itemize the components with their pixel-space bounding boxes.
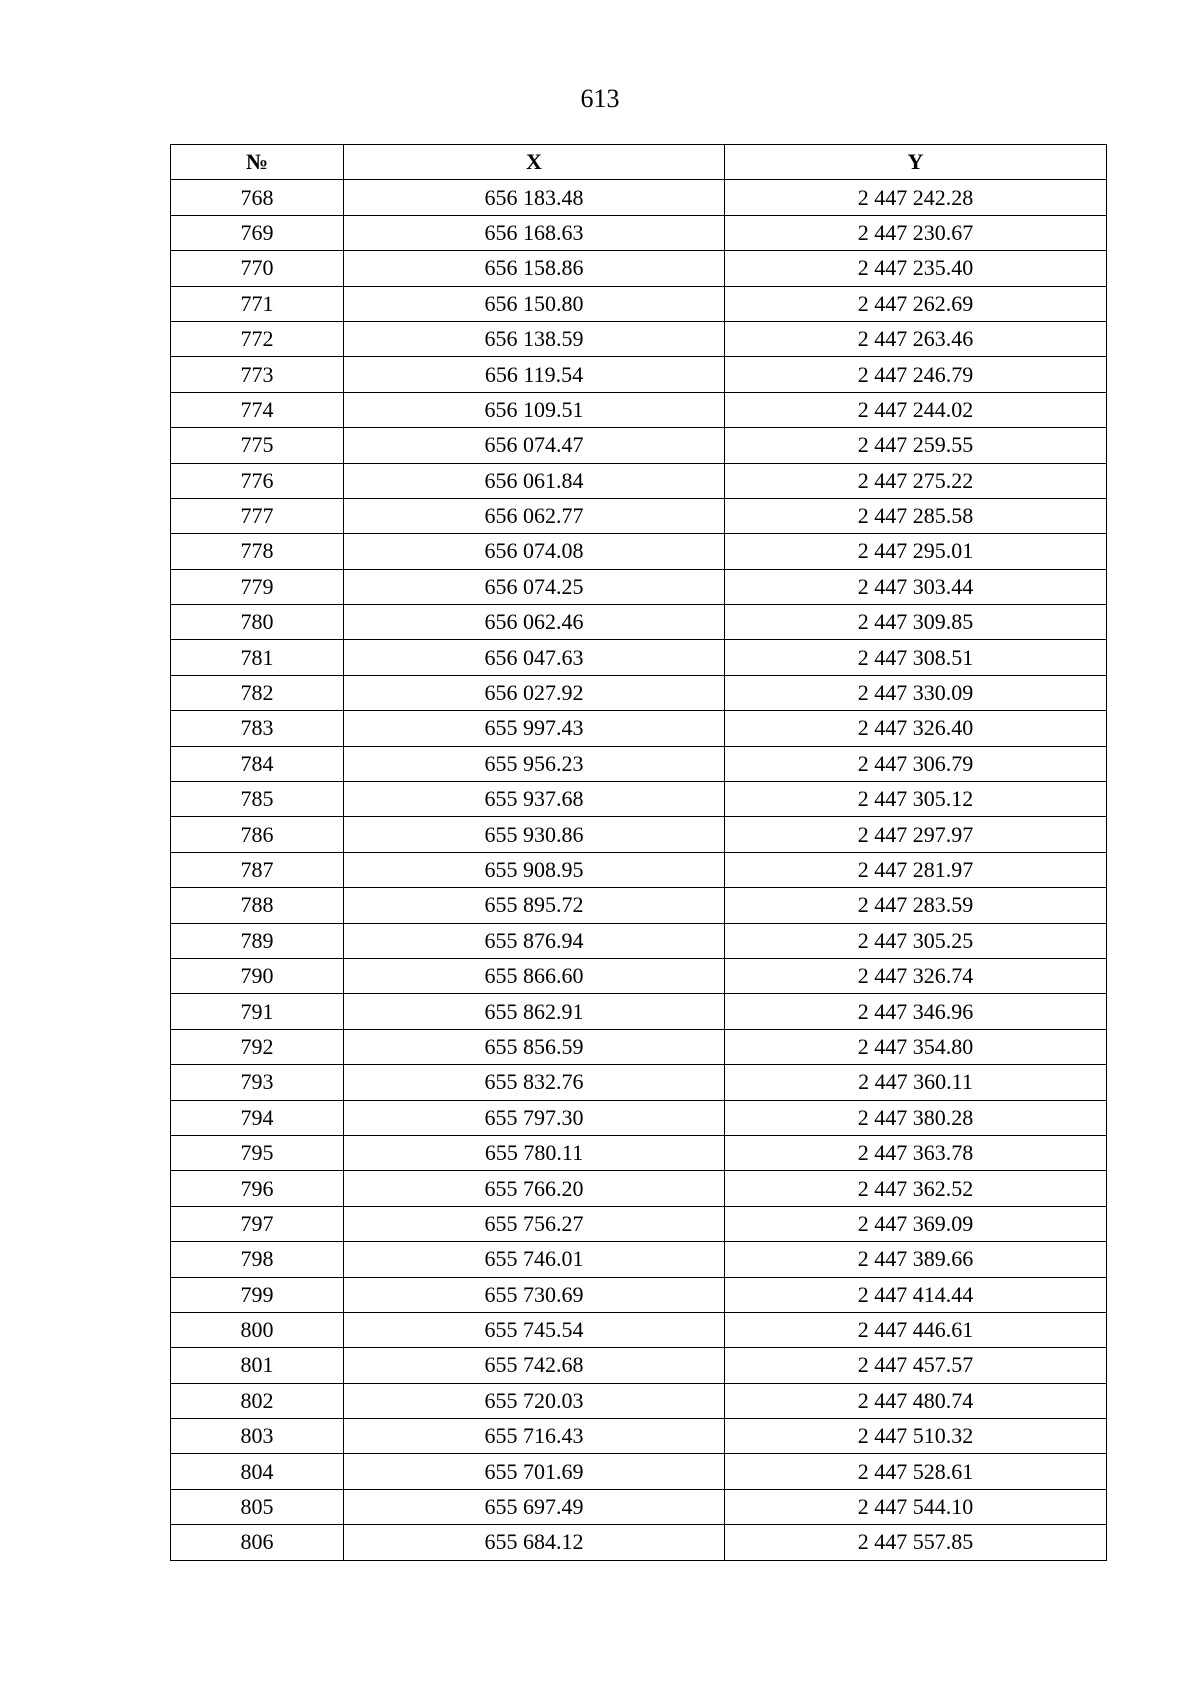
table-row: [171, 463, 1107, 498]
table-row: [171, 1525, 1107, 1560]
cell-x: 655 716.43: [344, 1419, 725, 1454]
table-row: [171, 1242, 1107, 1277]
cell-number: 804: [171, 1454, 344, 1489]
cell-y: 2 447 244.02: [725, 392, 1107, 427]
cell-y: 2 447 235.40: [725, 251, 1107, 286]
cell-x: 655 832.76: [344, 1065, 725, 1100]
cell-number: 781: [171, 640, 344, 675]
cell-x: 655 701.69: [344, 1454, 725, 1489]
cell-x: 656 062.46: [344, 605, 725, 640]
header-number: №: [171, 145, 344, 180]
header-x: X: [344, 145, 725, 180]
cell-y: 2 447 295.01: [725, 534, 1107, 569]
cell-y: 2 447 275.22: [725, 463, 1107, 498]
cell-y: 2 447 362.52: [725, 1171, 1107, 1206]
cell-x: 656 168.63: [344, 215, 725, 250]
cell-x: 656 150.80: [344, 286, 725, 321]
cell-number: 802: [171, 1383, 344, 1418]
cell-x: 655 746.01: [344, 1242, 725, 1277]
cell-y: 2 447 363.78: [725, 1135, 1107, 1170]
cell-x: 655 856.59: [344, 1029, 725, 1064]
cell-number: 775: [171, 428, 344, 463]
cell-number: 779: [171, 569, 344, 604]
table-row: [171, 782, 1107, 817]
header-y: Y: [725, 145, 1107, 180]
cell-number: 774: [171, 392, 344, 427]
cell-y: 2 447 354.80: [725, 1029, 1107, 1064]
table-row: [171, 428, 1107, 463]
cell-number: 769: [171, 215, 344, 250]
cell-number: 788: [171, 888, 344, 923]
cell-x: 655 997.43: [344, 711, 725, 746]
cell-number: 793: [171, 1065, 344, 1100]
cell-y: 2 447 389.66: [725, 1242, 1107, 1277]
cell-y: 2 447 446.61: [725, 1312, 1107, 1347]
cell-x: 656 109.51: [344, 392, 725, 427]
cell-number: 782: [171, 675, 344, 710]
table-row: [171, 1419, 1107, 1454]
table-row: [171, 1277, 1107, 1312]
cell-x: 656 183.48: [344, 180, 725, 215]
cell-y: 2 447 259.55: [725, 428, 1107, 463]
cell-number: 794: [171, 1100, 344, 1135]
cell-number: 770: [171, 251, 344, 286]
cell-y: 2 447 414.44: [725, 1277, 1107, 1312]
cell-number: 787: [171, 852, 344, 887]
table-row: [171, 1029, 1107, 1064]
cell-y: 2 447 510.32: [725, 1419, 1107, 1454]
table-row: [171, 180, 1107, 215]
cell-number: 801: [171, 1348, 344, 1383]
cell-y: 2 447 326.40: [725, 711, 1107, 746]
cell-number: 776: [171, 463, 344, 498]
table-row: [171, 251, 1107, 286]
cell-number: 768: [171, 180, 344, 215]
cell-y: 2 447 263.46: [725, 321, 1107, 356]
table-row: [171, 321, 1107, 356]
cell-y: 2 447 242.28: [725, 180, 1107, 215]
table-row: [171, 1383, 1107, 1418]
cell-y: 2 447 308.51: [725, 640, 1107, 675]
cell-number: 805: [171, 1489, 344, 1524]
table-header: [171, 145, 1107, 180]
cell-y: 2 447 281.97: [725, 852, 1107, 887]
cell-y: 2 447 557.85: [725, 1525, 1107, 1560]
cell-y: 2 447 544.10: [725, 1489, 1107, 1524]
cell-y: 2 447 283.59: [725, 888, 1107, 923]
table-row: [171, 1489, 1107, 1524]
table-row: [171, 1065, 1107, 1100]
cell-x: 655 756.27: [344, 1206, 725, 1241]
cell-y: 2 447 380.28: [725, 1100, 1107, 1135]
page-number: 613: [580, 84, 620, 113]
cell-x: 656 047.63: [344, 640, 725, 675]
cell-x: 655 697.49: [344, 1489, 725, 1524]
header-row: [171, 145, 1107, 180]
cell-x: 655 866.60: [344, 958, 725, 993]
cell-number: 780: [171, 605, 344, 640]
cell-x: 655 956.23: [344, 746, 725, 781]
table-row: [171, 675, 1107, 710]
cell-y: 2 447 330.09: [725, 675, 1107, 710]
coordinates-table: [170, 144, 1107, 1561]
table-row: [171, 958, 1107, 993]
cell-x: 655 730.69: [344, 1277, 725, 1312]
table-row: [171, 817, 1107, 852]
table-row: [171, 746, 1107, 781]
cell-x: 656 027.92: [344, 675, 725, 710]
cell-x: 655 908.95: [344, 852, 725, 887]
cell-y: 2 447 305.12: [725, 782, 1107, 817]
table-row: [171, 1206, 1107, 1241]
table-row: [171, 640, 1107, 675]
cell-number: 778: [171, 534, 344, 569]
table-row: [171, 1312, 1107, 1347]
cell-number: 773: [171, 357, 344, 392]
cell-y: 2 447 303.44: [725, 569, 1107, 604]
cell-y: 2 447 305.25: [725, 923, 1107, 958]
table-row: [171, 1135, 1107, 1170]
cell-number: 784: [171, 746, 344, 781]
cell-number: 806: [171, 1525, 344, 1560]
cell-number: 772: [171, 321, 344, 356]
cell-number: 799: [171, 1277, 344, 1312]
cell-x: 655 766.20: [344, 1171, 725, 1206]
cell-y: 2 447 360.11: [725, 1065, 1107, 1100]
table-row: [171, 1100, 1107, 1135]
table-body: [171, 180, 1107, 1560]
cell-y: 2 447 346.96: [725, 994, 1107, 1029]
table-row: [171, 605, 1107, 640]
cell-number: 785: [171, 782, 344, 817]
cell-number: 803: [171, 1419, 344, 1454]
cell-x: 655 684.12: [344, 1525, 725, 1560]
table-row: [171, 286, 1107, 321]
cell-y: 2 447 306.79: [725, 746, 1107, 781]
cell-y: 2 447 262.69: [725, 286, 1107, 321]
cell-y: 2 447 326.74: [725, 958, 1107, 993]
cell-x: 656 074.47: [344, 428, 725, 463]
table-row: [171, 392, 1107, 427]
table-row: [171, 888, 1107, 923]
cell-x: 655 930.86: [344, 817, 725, 852]
table-row: [171, 498, 1107, 533]
cell-x: 655 720.03: [344, 1383, 725, 1418]
table-row: [171, 711, 1107, 746]
cell-number: 790: [171, 958, 344, 993]
cell-number: 783: [171, 711, 344, 746]
cell-number: 796: [171, 1171, 344, 1206]
table-row: [171, 569, 1107, 604]
cell-x: 655 937.68: [344, 782, 725, 817]
cell-x: 655 862.91: [344, 994, 725, 1029]
cell-y: 2 447 528.61: [725, 1454, 1107, 1489]
cell-number: 789: [171, 923, 344, 958]
cell-x: 656 138.59: [344, 321, 725, 356]
cell-x: 655 742.68: [344, 1348, 725, 1383]
cell-x: 656 061.84: [344, 463, 725, 498]
table-row: [171, 1454, 1107, 1489]
cell-x: 656 062.77: [344, 498, 725, 533]
cell-x: 656 074.25: [344, 569, 725, 604]
cell-number: 786: [171, 817, 344, 852]
cell-y: 2 447 285.58: [725, 498, 1107, 533]
table-row: [171, 357, 1107, 392]
table-row: [171, 1171, 1107, 1206]
table-row: [171, 852, 1107, 887]
cell-number: 777: [171, 498, 344, 533]
cell-y: 2 447 457.57: [725, 1348, 1107, 1383]
cell-x: 656 074.08: [344, 534, 725, 569]
cell-x: 655 780.11: [344, 1135, 725, 1170]
cell-x: 655 895.72: [344, 888, 725, 923]
cell-y: 2 447 480.74: [725, 1383, 1107, 1418]
cell-y: 2 447 246.79: [725, 357, 1107, 392]
table-row: [171, 1348, 1107, 1383]
cell-number: 797: [171, 1206, 344, 1241]
cell-number: 800: [171, 1312, 344, 1347]
cell-x: 655 797.30: [344, 1100, 725, 1135]
cell-x: 656 158.86: [344, 251, 725, 286]
table-row: [171, 215, 1107, 250]
cell-number: 798: [171, 1242, 344, 1277]
cell-y: 2 447 309.85: [725, 605, 1107, 640]
cell-x: 655 745.54: [344, 1312, 725, 1347]
cell-number: 771: [171, 286, 344, 321]
cell-y: 2 447 230.67: [725, 215, 1107, 250]
cell-y: 2 447 297.97: [725, 817, 1107, 852]
cell-x: 655 876.94: [344, 923, 725, 958]
table-row: [171, 994, 1107, 1029]
cell-number: 791: [171, 994, 344, 1029]
cell-number: 792: [171, 1029, 344, 1064]
cell-x: 656 119.54: [344, 357, 725, 392]
cell-y: 2 447 369.09: [725, 1206, 1107, 1241]
table-row: [171, 534, 1107, 569]
table-row: [171, 923, 1107, 958]
cell-number: 795: [171, 1135, 344, 1170]
